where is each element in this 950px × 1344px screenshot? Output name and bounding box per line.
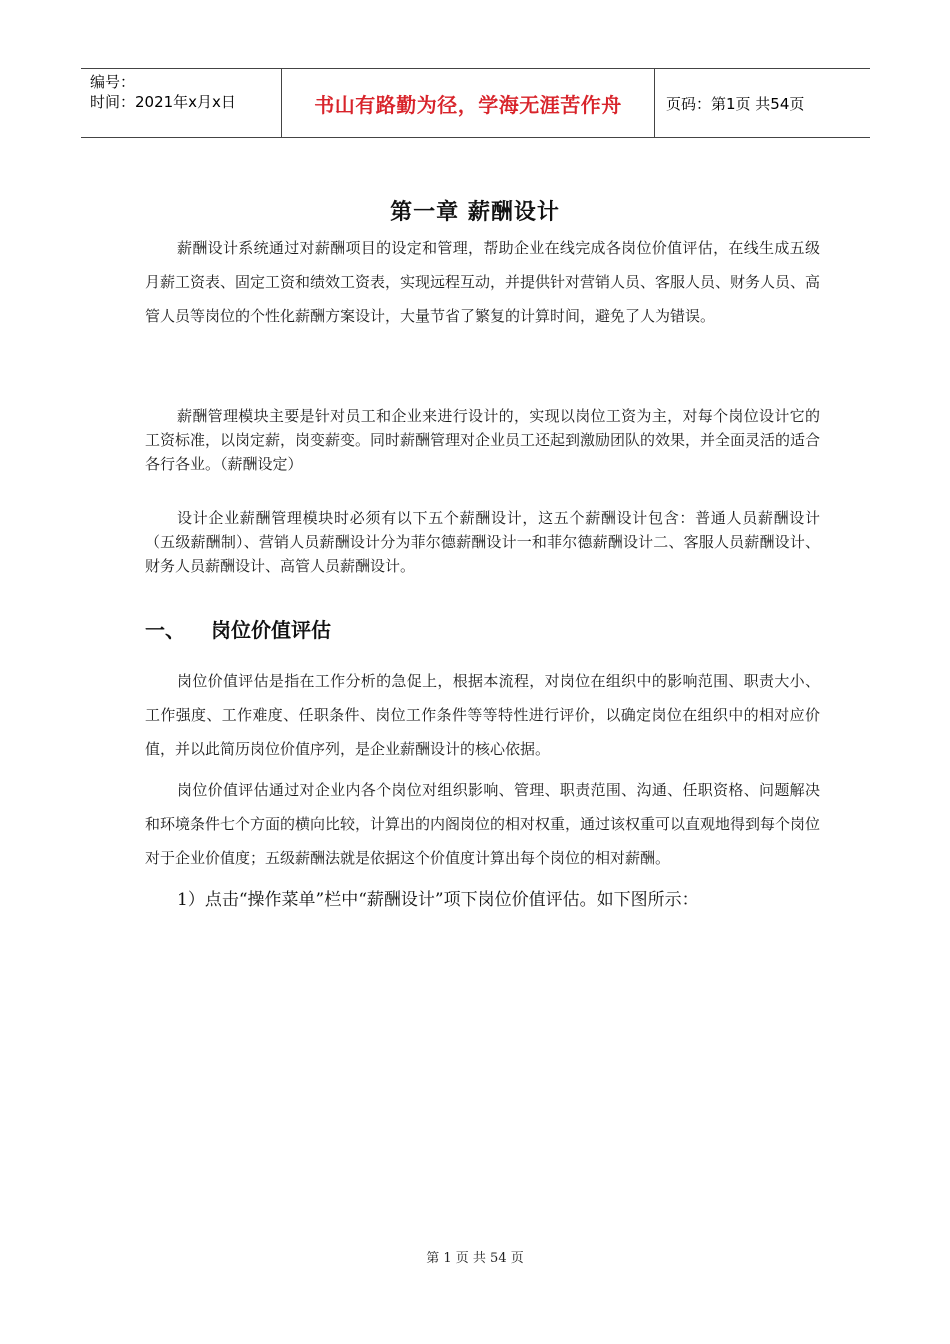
evaluation-definition-paragraph: 岗位价值评估是指在工作分析的急促上，根据本流程，对岗位在组织中的影响范围、职责大小、工作强度、工作难度、任职条件、岗位工作条件等等特性进行评价，以确定岗位在组织中的相对应价值，并以此简历岗位价值序列，是企业薪酬设计的核心依据。 xyxy=(145,672,820,758)
page-footer: 第 1 页 共 54 页 xyxy=(426,1251,524,1266)
section-title: 岗位价值评估 xyxy=(211,618,331,642)
page-info-text: 页码：第1页 共54页 xyxy=(666,94,805,113)
design-paragraph: 设计企业薪酬管理模块时必须有以下五个薪酬设计，这五个薪酬设计包含：普通人员薪酬设计（五级薪酬制）、营销人员薪酬设计分为菲尔德薪酬设计一和菲尔德薪酬设计二、客服人员薪酬设计、财务人员薪酬设计、高管人员薪酬设计。 xyxy=(145,509,820,575)
intro-paragraph: 薪酬设计系统通过对薪酬项目的设定和管理，帮助企业在线完成各岗位价值评估，在线生成五级月薪工资表、固定工资和绩效工资表，实现远程互动，并提供针对营销人员、客服人员、财务人员、高管人员等岗位的个性化薪酬方案设计，大量节省了繁复的计算时间，避免了人为错误。 xyxy=(145,239,821,325)
section-number: 一、 xyxy=(145,618,185,642)
date-label: 时间：2021年x月x日 xyxy=(90,93,236,111)
step-instruction: 1）点击“操作菜单”栏中“薪酬设计”项下岗位价值评估。如下图所示： xyxy=(177,890,699,910)
document-header xyxy=(81,68,870,138)
module-paragraph: 薪酬管理模块主要是针对员工和企业来进行设计的，实现以岗位工资为主，对每个岗位设计它的工资标准，以岗定薪，岗变薪变。同时薪酬管理对企业员工还起到激励团队的效果，并全面灵活的适合各行各业。（薪酬设定） xyxy=(145,407,821,473)
page-info-cell xyxy=(655,69,870,137)
evaluation-method-paragraph: 岗位价值评估通过对企业内各个岗位对组织影响、管理、职责范围、沟通、任职资格、问题解决和环境条件七个方面的横向比较，计算出的内阁岗位的相对权重，通过该权重可以直观地得到每个岗位对于企业价值度；五级薪酬法就是依据这个价值度计算出每个岗位的相对薪酬。 xyxy=(145,781,821,867)
chapter-title: 第一章 薪酬设计 xyxy=(390,200,560,225)
header-meta-cell xyxy=(81,69,282,137)
section-heading xyxy=(145,614,331,643)
motto-cell xyxy=(282,69,655,137)
motto-text: 书山有路勤为径，学海无涯苦作舟 xyxy=(314,92,622,117)
number-label: 编号： xyxy=(90,73,136,91)
